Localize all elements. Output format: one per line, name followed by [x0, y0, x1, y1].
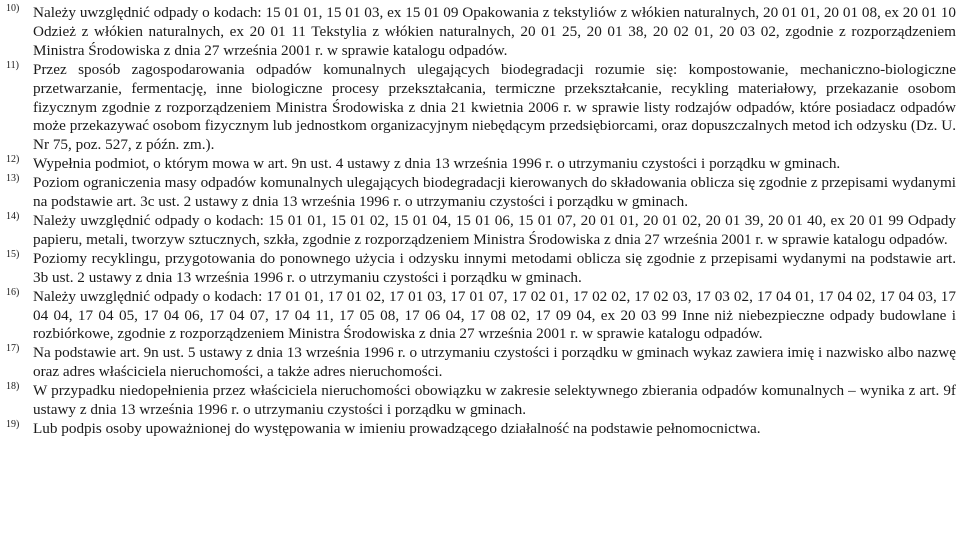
footnote-11 — [6, 61, 956, 156]
footnote-number: 13) — [6, 173, 20, 185]
footnote-text: Na podstawie art. 9n ust. 5 ustawy z dnia 13 września 1996 r. o utrzymaniu czystości i porządku w gminach wykaz zawiera imię i nazwisko albo nazwę oraz adres właściciela nieruchomości, a także adres nieruchomości. — [33, 344, 956, 381]
footnote-number: 12) — [6, 154, 20, 166]
footnote-14 — [6, 212, 956, 250]
footnote-number: 19) — [6, 418, 20, 430]
footnote-text: Poziom ograniczenia masy odpadów komunalnych ulegających biodegradacji kierowanych do składowania oblicza się zgodnie z przepisami wydanymi na podstawie art. 3c ust. 2 ustawy z dnia 13 września 1996 r. o utrzymaniu czystości i porządku w gminach. — [33, 174, 956, 211]
footnote-text: Przez sposób zagospodarowania odpadów komunalnych ulegających biodegradacji rozumie się: kompostowanie, mechaniczno-biologiczne przetwarzanie, fermentację, inne biologiczne procesy przekształcania, termiczne przekształcanie, recykling materiałowy, przekazanie osobom fizycznym zgodnie z rozporządzeniem Ministra Środowiska z dnia 21 kwietnia 2006 r. w sprawie listy rodzajów odpadów, które posiadacz odpadów może przekazywać osobom fizycznym lub jednostkom organizacyjnym niebędącym przedsiębiorcami, oraz dopuszczalnych metod ich odzysku (Dz. U. Nr 75, poz. 527, z późn. zm.). — [33, 60, 956, 154]
footnote-text: Poziomy recyklingu, przygotowania do ponownego użycia i odzysku innymi metodami oblicza się zgodnie z przepisami wydanymi na podstawie art. 3b ust. 2 ustawy z dnia 13 września 1996 r. o utrzymaniu czystości i porządku w gminach. — [33, 249, 956, 286]
footnote-number: 14) — [6, 210, 20, 222]
footnote-number: 11) — [6, 59, 19, 71]
footnote-list — [6, 4, 956, 439]
footnote-text: W przypadku niedopełnienia przez właściciela nieruchomości obowiązku w zakresie selektywnego zbierania odpadów komunalnych – wynika z art. 9f ustawy z dnia 13 września 1996 r. o utrzymaniu czystości i porządku w gminach. — [33, 382, 956, 419]
footnote-12 — [6, 155, 956, 174]
footnote-text: Należy uwzględnić odpady o kodach: 15 01 01, 15 01 02, 15 01 04, 15 01 06, 15 01 07, 20 01 01, 20 01 02, 20 01 39, 20 01 40, ex 20 01 99 Odpady papieru, metali, tworzyw sztucznych, szkła, zgodnie z rozporządzeniem Ministra Środowiska z dnia 27 września 2001 r. w sprawie katalogu odpadów. — [33, 211, 956, 248]
footnote-10 — [6, 4, 956, 61]
footnote-15 — [6, 250, 956, 288]
footnote-number: 18) — [6, 381, 20, 393]
footnote-19 — [6, 420, 956, 439]
footnote-13 — [6, 174, 956, 212]
footnote-number: 10) — [6, 3, 20, 14]
footnote-17 — [6, 344, 956, 382]
footnote-text: Wypełnia podmiot, o którym mowa w art. 9n ust. 4 ustawy z dnia 13 września 1996 r. o utrzymaniu czystości i porządku w gminach. — [33, 155, 841, 173]
footnote-text: Należy uwzględnić odpady o kodach: 17 01 01, 17 01 02, 17 01 03, 17 01 07, 17 02 01, 17 02 02, 17 02 03, 17 03 02, 17 04 01, 17 04 02, 17 04 03, 17 04 04, 17 04 05, 17 04 06, 17 04 07, 17 04 11, 17 05 08, 17 06 04, 17 08 02, 17 09 04, ex 20 03 99 Inne niż niebezpieczne odpady budowlane i rozbiórkowe, zgodnie z rozporządzeniem Ministra Środowiska z dnia 27 września 2001 r. w sprawie katalogu odpadów. — [33, 287, 956, 343]
footnote-16 — [6, 288, 956, 345]
footnote-number: 15) — [6, 248, 20, 260]
footnote-text: Należy uwzględnić odpady o kodach: 15 01 01, 15 01 03, ex 15 01 09 Opakowania z tekstyliów z włókien naturalnych, 20 01 01, 20 01 08, ex 20 01 10 Odzież z włókien naturalnych, ex 20 01 11 Tekstylia z włókien naturalnych, 20 01 25, 20 01 38, 20 02 01, 20 03 02, zgodnie z rozporządzeniem Ministra Środowiska z dnia 27 września 2001 r. w sprawie katalogu odpadów. — [33, 4, 956, 59]
footnote-number: 17) — [6, 343, 20, 355]
footnote-18 — [6, 382, 956, 420]
footnote-text: Lub podpis osoby upoważnionej do występowania w imieniu prowadzącego działalność na podstawie pełnomocnictwa. — [33, 419, 761, 437]
footnote-number: 16) — [6, 286, 20, 298]
